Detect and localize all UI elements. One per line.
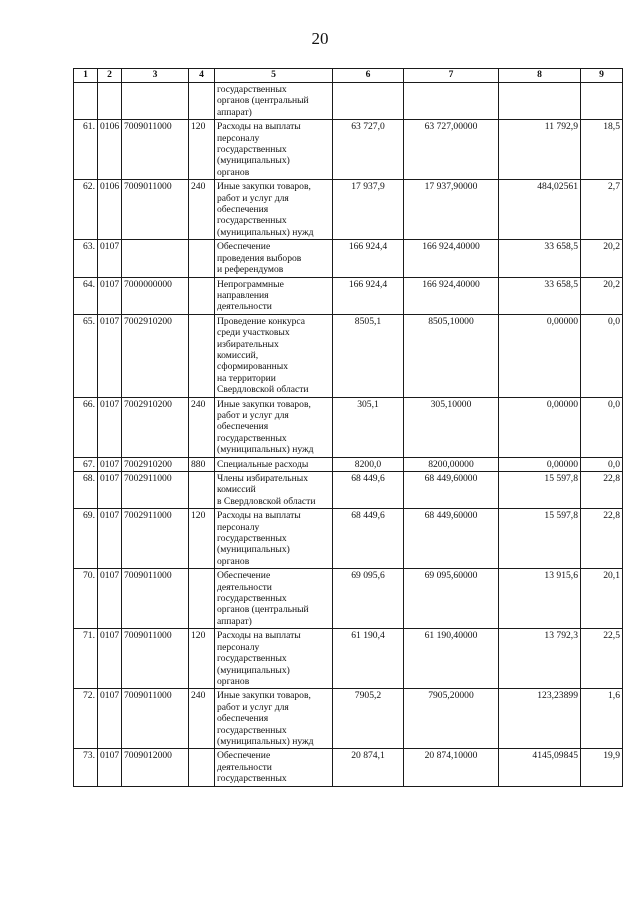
expense-kind-code-cell xyxy=(189,472,215,509)
planned-amount-cell: 68 449,60000 xyxy=(404,472,499,509)
item-name-line: органов xyxy=(217,166,250,178)
column-header: 5 xyxy=(215,69,333,83)
planned-amount-cell: 20 874,10000 xyxy=(404,749,499,786)
column-header: 3 xyxy=(122,69,189,83)
approved-amount-cell: 305,1 xyxy=(333,397,404,457)
executed-amount-cell: 15 597,8 xyxy=(499,509,581,569)
approved-amount-cell: 63 727,0 xyxy=(333,120,404,180)
item-name-cell xyxy=(215,180,333,240)
section-code-cell: 0107 xyxy=(98,240,122,277)
approved-amount-cell: 17 937,9 xyxy=(333,180,404,240)
item-name-cell xyxy=(215,457,333,471)
target-article-code-cell: 7000000000 xyxy=(122,277,189,314)
item-name-line: (муниципальных) xyxy=(217,664,290,676)
column-header: 7 xyxy=(404,69,499,83)
executed-amount-cell: 13 915,6 xyxy=(499,569,581,629)
item-name-line: избирательных xyxy=(217,338,279,350)
item-name-line: обеспечения xyxy=(217,204,269,216)
approved-amount-cell: 166 924,4 xyxy=(333,277,404,314)
item-name-line: сформированных xyxy=(217,361,289,373)
expense-kind-code-cell: 240 xyxy=(189,397,215,457)
item-name-line: органов (центральный xyxy=(217,95,309,107)
item-name-line: Иные закупки товаров, xyxy=(217,690,311,702)
item-name-cell xyxy=(215,629,333,689)
planned-amount-cell: 68 449,60000 xyxy=(404,509,499,569)
item-name-cell xyxy=(215,397,333,457)
column-header: 4 xyxy=(189,69,215,83)
table-row xyxy=(74,472,623,509)
target-article-code-cell xyxy=(122,83,189,120)
item-name-line: Проведение конкурса xyxy=(217,315,306,327)
execution-percent-cell: 18,5 xyxy=(581,120,623,180)
executed-amount-cell: 4145,09845 xyxy=(499,749,581,786)
target-article-code-cell: 7002910200 xyxy=(122,397,189,457)
table-body xyxy=(74,83,623,787)
item-name-line: аппарат) xyxy=(217,106,252,118)
table-row xyxy=(74,120,623,180)
item-name-line: (муниципальных) xyxy=(217,155,290,167)
item-name-line: государственных xyxy=(217,215,287,227)
item-name-line: государственных xyxy=(217,724,287,736)
item-name-line: персоналу xyxy=(217,521,260,533)
item-name-line: государственных xyxy=(217,653,287,665)
row-number-cell: 65. xyxy=(74,314,98,397)
item-name-line: деятельности xyxy=(217,581,272,593)
item-name-line: направления xyxy=(217,289,269,301)
item-name-line: Непрограммные xyxy=(217,278,284,290)
item-name-cell xyxy=(215,749,333,786)
item-name-line: комиссий, xyxy=(217,349,259,361)
row-number-cell: 70. xyxy=(74,569,98,629)
expense-kind-code-cell xyxy=(189,569,215,629)
table-row xyxy=(74,277,623,314)
target-article-code-cell: 7009012000 xyxy=(122,749,189,786)
item-name-line: деятельности xyxy=(217,301,272,313)
table-row xyxy=(74,397,623,457)
expense-kind-code-cell: 240 xyxy=(189,180,215,240)
column-header: 9 xyxy=(581,69,623,83)
row-number-cell: 68. xyxy=(74,472,98,509)
section-code-cell: 0106 xyxy=(98,180,122,240)
row-number-cell: 69. xyxy=(74,509,98,569)
planned-amount-cell: 166 924,40000 xyxy=(404,240,499,277)
item-name-line: государственных xyxy=(217,84,287,95)
execution-percent-cell: 22,8 xyxy=(581,472,623,509)
row-number-cell: 63. xyxy=(74,240,98,277)
approved-amount-cell: 68 449,6 xyxy=(333,472,404,509)
item-name-line: Иные закупки товаров, xyxy=(217,181,311,193)
planned-amount-cell: 8200,00000 xyxy=(404,457,499,471)
execution-percent-cell: 20,1 xyxy=(581,569,623,629)
section-code-cell: 0107 xyxy=(98,749,122,786)
item-name-cell xyxy=(215,689,333,749)
item-name-line: Свердловской области xyxy=(217,384,309,396)
item-name-line: комиссий xyxy=(217,484,256,496)
row-number-cell: 71. xyxy=(74,629,98,689)
section-code-cell: 0107 xyxy=(98,472,122,509)
executed-amount-cell xyxy=(499,83,581,120)
column-header: 2 xyxy=(98,69,122,83)
row-number-cell xyxy=(74,83,98,120)
target-article-code-cell: 7002910200 xyxy=(122,314,189,397)
item-name-cell xyxy=(215,120,333,180)
planned-amount-cell xyxy=(404,83,499,120)
expense-kind-code-cell: 240 xyxy=(189,689,215,749)
budget-table xyxy=(73,68,623,787)
item-name-line: государственных xyxy=(217,593,287,605)
item-name-line: работ и услуг для xyxy=(217,409,289,421)
planned-amount-cell: 7905,20000 xyxy=(404,689,499,749)
item-name-line: Обеспечение xyxy=(217,241,271,253)
item-name-line: Иные закупки товаров, xyxy=(217,398,311,410)
item-name-line: персоналу xyxy=(217,641,260,653)
row-number-cell: 62. xyxy=(74,180,98,240)
item-name-line: Члены избирательных xyxy=(217,473,308,484)
item-name-line: государственных xyxy=(217,144,287,156)
item-name-line: проведения выборов xyxy=(217,252,302,264)
section-code-cell: 0107 xyxy=(98,509,122,569)
item-name-line: Обеспечение xyxy=(217,570,271,582)
item-name-cell xyxy=(215,314,333,397)
item-name-cell xyxy=(215,240,333,277)
column-header: 6 xyxy=(333,69,404,83)
table-row xyxy=(74,509,623,569)
execution-percent-cell: 19,9 xyxy=(581,749,623,786)
section-code-cell xyxy=(98,83,122,120)
approved-amount-cell xyxy=(333,83,404,120)
executed-amount-cell: 484,02561 xyxy=(499,180,581,240)
planned-amount-cell: 8505,10000 xyxy=(404,314,499,397)
item-name-line: Расходы на выплаты xyxy=(217,510,301,522)
executed-amount-cell: 11 792,9 xyxy=(499,120,581,180)
item-name-line: обеспечения xyxy=(217,421,269,433)
item-name-line: работ и услуг для xyxy=(217,192,289,204)
row-number-cell: 72. xyxy=(74,689,98,749)
execution-percent-cell: 22,8 xyxy=(581,509,623,569)
item-name-cell xyxy=(215,509,333,569)
page-number: 20 xyxy=(311,29,329,48)
section-code-cell: 0107 xyxy=(98,397,122,457)
approved-amount-cell: 8200,0 xyxy=(333,457,404,471)
table-row xyxy=(74,240,623,277)
row-number-cell: 66. xyxy=(74,397,98,457)
target-article-code-cell: 7002911000 xyxy=(122,509,189,569)
row-number-cell: 64. xyxy=(74,277,98,314)
item-name-line: органов xyxy=(217,675,250,687)
target-article-code-cell xyxy=(122,240,189,277)
item-name-line: аппарат) xyxy=(217,615,252,627)
executed-amount-cell: 33 658,5 xyxy=(499,277,581,314)
executed-amount-cell: 0,00000 xyxy=(499,457,581,471)
executed-amount-cell: 33 658,5 xyxy=(499,240,581,277)
item-name-line: Обеспечение xyxy=(217,750,271,762)
row-number-cell: 67. xyxy=(74,457,98,471)
approved-amount-cell: 68 449,6 xyxy=(333,509,404,569)
table-row xyxy=(74,457,623,471)
approved-amount-cell: 8505,1 xyxy=(333,314,404,397)
expense-kind-code-cell xyxy=(189,749,215,786)
table-row xyxy=(74,749,623,786)
item-name-cell xyxy=(215,277,333,314)
section-code-cell: 0107 xyxy=(98,277,122,314)
table-row xyxy=(74,180,623,240)
executed-amount-cell: 15 597,8 xyxy=(499,472,581,509)
item-name-cell xyxy=(215,83,333,120)
execution-percent-cell: 2,7 xyxy=(581,180,623,240)
item-name-line: органов (центральный xyxy=(217,604,309,616)
item-name-line: на территории xyxy=(217,372,276,384)
expense-kind-code-cell: 880 xyxy=(189,457,215,471)
execution-percent-cell: 20,2 xyxy=(581,240,623,277)
section-code-cell: 0106 xyxy=(98,120,122,180)
column-header: 1 xyxy=(74,69,98,83)
item-name-line: персоналу xyxy=(217,132,260,144)
expense-kind-code-cell: 120 xyxy=(189,120,215,180)
item-name-line: Расходы на выплаты xyxy=(217,121,301,133)
target-article-code-cell: 7002911000 xyxy=(122,472,189,509)
approved-amount-cell: 69 095,6 xyxy=(333,569,404,629)
approved-amount-cell: 61 190,4 xyxy=(333,629,404,689)
item-name-line: (муниципальных) нужд xyxy=(217,226,314,238)
approved-amount-cell: 7905,2 xyxy=(333,689,404,749)
expense-kind-code-cell xyxy=(189,83,215,120)
item-name-line: обеспечения xyxy=(217,713,269,725)
planned-amount-cell: 63 727,00000 xyxy=(404,120,499,180)
item-name-line: Расходы на выплаты xyxy=(217,630,301,642)
execution-percent-cell xyxy=(581,83,623,120)
executed-amount-cell: 13 792,3 xyxy=(499,629,581,689)
section-code-cell: 0107 xyxy=(98,689,122,749)
execution-percent-cell: 1,6 xyxy=(581,689,623,749)
expense-kind-code-cell: 120 xyxy=(189,509,215,569)
target-article-code-cell: 7009011000 xyxy=(122,180,189,240)
planned-amount-cell: 305,10000 xyxy=(404,397,499,457)
section-code-cell: 0107 xyxy=(98,457,122,471)
item-name-line: (муниципальных) нужд xyxy=(217,444,314,456)
target-article-code-cell: 7009011000 xyxy=(122,629,189,689)
table-row xyxy=(74,569,623,629)
execution-percent-cell: 0,0 xyxy=(581,457,623,471)
expense-kind-code-cell: 120 xyxy=(189,629,215,689)
expense-kind-code-cell xyxy=(189,314,215,397)
target-article-code-cell: 7002910200 xyxy=(122,457,189,471)
planned-amount-cell: 69 095,60000 xyxy=(404,569,499,629)
item-name-line: органов xyxy=(217,555,250,567)
item-name-line: среди участковых xyxy=(217,327,290,339)
execution-percent-cell: 22,5 xyxy=(581,629,623,689)
execution-percent-cell: 0,0 xyxy=(581,397,623,457)
table-row xyxy=(74,314,623,397)
item-name-line: (муниципальных) нужд xyxy=(217,735,314,747)
target-article-code-cell: 7009011000 xyxy=(122,569,189,629)
item-name-cell xyxy=(215,472,333,509)
section-code-cell: 0107 xyxy=(98,629,122,689)
planned-amount-cell: 17 937,90000 xyxy=(404,180,499,240)
approved-amount-cell: 20 874,1 xyxy=(333,749,404,786)
item-name-line: и референдумов xyxy=(217,264,284,276)
target-article-code-cell: 7009011000 xyxy=(122,120,189,180)
approved-amount-cell: 166 924,4 xyxy=(333,240,404,277)
expense-kind-code-cell xyxy=(189,240,215,277)
execution-percent-cell: 20,2 xyxy=(581,277,623,314)
item-name-line: в Свердловской области xyxy=(217,495,316,507)
executed-amount-cell: 123,23899 xyxy=(499,689,581,749)
row-number-cell: 61. xyxy=(74,120,98,180)
item-name-line: Специальные расходы xyxy=(217,458,309,470)
table-row xyxy=(74,83,623,120)
section-code-cell: 0107 xyxy=(98,314,122,397)
item-name-line: государственных xyxy=(217,533,287,545)
planned-amount-cell: 61 190,40000 xyxy=(404,629,499,689)
item-name-line: государственных xyxy=(217,432,287,444)
table-row xyxy=(74,689,623,749)
item-name-line: деятельности xyxy=(217,761,272,773)
execution-percent-cell: 0,0 xyxy=(581,314,623,397)
executed-amount-cell: 0,00000 xyxy=(499,397,581,457)
item-name-line: работ и услуг для xyxy=(217,701,289,713)
section-code-cell: 0107 xyxy=(98,569,122,629)
planned-amount-cell: 166 924,40000 xyxy=(404,277,499,314)
row-number-cell: 73. xyxy=(74,749,98,786)
item-name-line: государственных xyxy=(217,773,287,785)
table-header-row xyxy=(74,69,623,83)
item-name-cell xyxy=(215,569,333,629)
expense-kind-code-cell xyxy=(189,277,215,314)
item-name-line: (муниципальных) xyxy=(217,544,290,556)
table-row xyxy=(74,629,623,689)
column-header: 8 xyxy=(499,69,581,83)
target-article-code-cell: 7009011000 xyxy=(122,689,189,749)
executed-amount-cell: 0,00000 xyxy=(499,314,581,397)
